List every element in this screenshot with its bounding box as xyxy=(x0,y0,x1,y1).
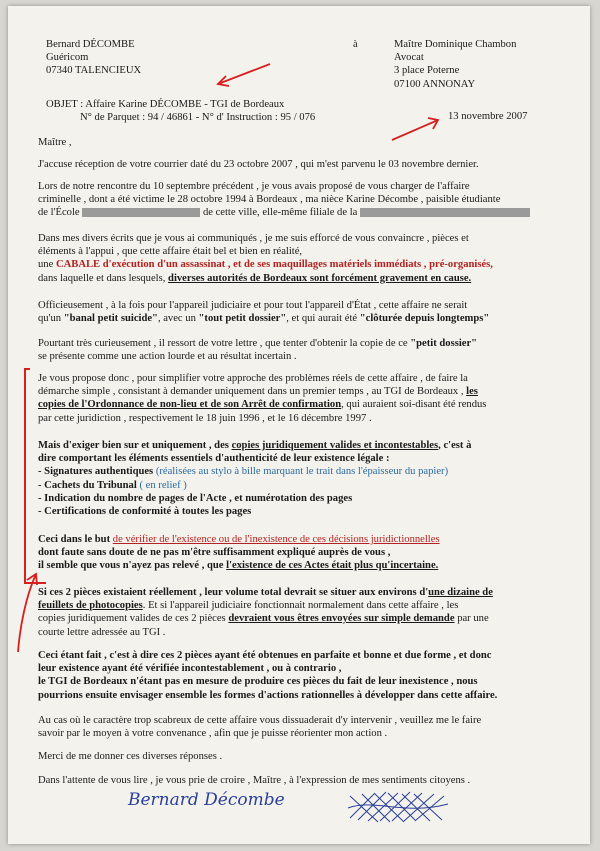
text-line xyxy=(38,272,578,285)
text-span: les xyxy=(466,386,478,398)
text-line: dire comportant les éléments essentiels d'authenticité de leur existence légale : xyxy=(38,453,390,465)
recipient-name: Maître Dominique Chambon xyxy=(394,39,517,50)
text-span: copies de l'Ordonnance de non-lieu et de son Arrêt de confirmation xyxy=(38,399,342,411)
text-line xyxy=(38,599,578,612)
redaction-bar xyxy=(360,208,530,217)
text-line: éléments à l'appui , que cette affaire était bel et bien en réalité, xyxy=(38,246,303,258)
text-span: , et qui aurait été xyxy=(286,313,358,325)
text-line xyxy=(38,559,578,572)
paragraph xyxy=(38,232,578,285)
text-span: , c'est à xyxy=(438,440,472,451)
text-span: , qui auraient soi-disant été rendus xyxy=(341,399,487,411)
text-span: . Et si l'appareil judiciaire fonctionnait normalement dans cette affaire , les xyxy=(142,600,459,612)
text-span: copies juridiquement valides et incontestables xyxy=(231,440,439,451)
text-line xyxy=(38,258,578,271)
subject-reference: N° de Parquet : 94 / 46861 - N° d' Instruction : 95 / 076 xyxy=(80,112,316,124)
list-item: - Certifications de conformité à toutes les pages xyxy=(38,506,252,518)
recipient-block xyxy=(394,38,516,91)
text-line: dont faute sans doute de ne pas m'être suffisamment expliqué auprès de vous , xyxy=(38,547,391,559)
text-line xyxy=(38,385,578,398)
text-line: Ceci étant fait , c'est à dire ces 2 pièces ayant été obtenues en parfaite et bonne et due forme , et donc xyxy=(38,650,492,661)
text-line: savoir par le moyen à votre convenance , afin que je puisse réorienter mon action . xyxy=(38,728,388,740)
sender-line: 07340 TALENCIEUX xyxy=(46,65,142,77)
text-line xyxy=(38,312,578,325)
sender-line: Guéricom xyxy=(46,52,89,64)
text-span: (réalisées au stylo à bille marquant le trait dans l'épaisseur du papier) xyxy=(155,466,449,478)
subject-line: OBJET : Affaire Karine DÉCOMBE - TGI de Bordeaux xyxy=(46,99,285,110)
recipient-line: 07100 ANNONAY xyxy=(394,78,476,90)
text-span: de cette ville, elle-même filiale de la xyxy=(202,207,358,219)
subject-block xyxy=(46,98,315,124)
letter-date: 13 novembre 2007 xyxy=(448,111,528,122)
sender-block xyxy=(46,38,141,78)
salutation: Maître , xyxy=(38,137,72,148)
text-span: , avec un xyxy=(157,313,196,325)
scribble-signature-icon xyxy=(344,788,454,826)
paragraph xyxy=(38,337,578,363)
text-span: qu'un xyxy=(38,313,62,325)
paragraph xyxy=(38,372,578,425)
paragraph xyxy=(38,180,578,220)
list-item: - Indication du nombre de pages de l'Acte , et numérotation des pages xyxy=(38,492,353,504)
text-span: CABALE d'exécution d'un assassinat , et de ses maquillages matériels immédiats , pré-organisés, xyxy=(55,259,493,271)
text-line: courte lettre adressée au TGI . xyxy=(38,626,166,638)
text-line: Lors de notre rencontre du 10 septembre précédent , je vous avais proposé de vous charger de l'affaire xyxy=(38,181,470,192)
redaction-bar xyxy=(82,208,200,217)
text-span: Ceci dans le but xyxy=(38,534,111,545)
red-arrow-icon xyxy=(208,56,278,96)
text-line: criminelle , dont a été victime le 28 octobre 1994 à Bordeaux , ma nièce Karine Décombe , paisible étudiante xyxy=(38,194,501,206)
paragraph xyxy=(38,439,578,518)
text-line: par cette juridiction , respectivement le 18 juin 1996 , et le 16 décembre 1997 . xyxy=(38,412,372,424)
text-line xyxy=(38,206,578,219)
text-span: devraient vous êtres envoyées sur simple demande xyxy=(228,613,455,625)
text-span: ( en relief ) xyxy=(139,479,187,491)
paragraph: Dans l'attente de vous lire , je vous prie de croire , Maître , à l'expression de mes sentiments citoyens . xyxy=(38,775,471,786)
text-line xyxy=(38,337,578,350)
paragraph: J'accuse réception de votre courrier daté du 23 octobre 2007 , qui m'est parvenu le 03 novembre dernier. xyxy=(38,159,479,170)
text-span: démarche simple , consistant à demander uniquement dans un premier temps , au TGI de Bordeaux , xyxy=(38,386,464,398)
text-line: Officieusement , à la fois pour l'appareil judiciaire et pour tout l'appareil d'État , cette affaire ne serait xyxy=(38,300,468,311)
paragraph xyxy=(38,586,578,639)
text-span: dans laquelle et dans lesquels, xyxy=(38,272,166,284)
red-frame-marker xyxy=(24,368,30,584)
text-span: une xyxy=(38,259,54,271)
text-span: par une xyxy=(457,613,489,625)
text-span: "tout petit dossier" xyxy=(198,313,287,325)
text-line xyxy=(38,439,578,452)
paragraph xyxy=(38,533,578,573)
to-word: à xyxy=(353,39,358,50)
red-frame-marker xyxy=(24,582,46,584)
text-line xyxy=(38,586,578,599)
list-item xyxy=(38,479,578,492)
text-line: pourrions ensuite envisager ensemble les formes d'actions rationnelles à développer dans cette affaire. xyxy=(38,689,498,701)
text-span: de vérifier de l'existence ou de l'inexistence de ces décisions juridictionnelles xyxy=(112,534,440,545)
text-line: se présente comme une action lourde et au résultat incertain . xyxy=(38,351,297,363)
text-span: "banal petit suicide" xyxy=(63,313,158,325)
text-span: il semble que vous n'ayez pas relevé , que xyxy=(38,560,224,572)
text-line: leur existence ayant été vérifiée incontestablement , ou à contrario , xyxy=(38,663,342,675)
text-span: l'existence de ces Actes était plus qu'incertaine. xyxy=(226,560,439,572)
text-line xyxy=(38,533,578,546)
list-item xyxy=(38,465,578,478)
paragraph xyxy=(38,299,578,325)
paragraph xyxy=(38,649,578,702)
text-span: "petit dossier" xyxy=(410,338,478,349)
text-span: Pourtant très curieusement , il ressort de votre lettre , que tenter d'obtenir la copie de ce xyxy=(38,338,408,349)
sender-name: Bernard DÉCOMBE xyxy=(46,39,135,50)
text-line: Je vous propose donc , pour simplifier votre approche des problèmes réels de cette affaire , de faire la xyxy=(38,373,468,384)
text-span: une dizaine de xyxy=(428,587,493,598)
text-line xyxy=(38,612,578,625)
text-line xyxy=(38,398,578,411)
recipient-line: 3 place Poterne xyxy=(394,65,460,77)
handwritten-signature: Bernard Décombe xyxy=(128,790,285,810)
text-line: le TGI de Bordeaux n'étant pas en mesure de produire ces pièces du fait de leur inexistence , nous xyxy=(38,676,478,688)
text-span: Si ces 2 pièces existaient réellement , leur volume total devrait se situer aux environs d' xyxy=(38,587,429,598)
text-span: feuillets de photocopies xyxy=(38,600,143,612)
text-span: diverses autorités de Bordeaux sont forcément gravement en cause. xyxy=(168,272,472,284)
letter-page xyxy=(8,6,590,844)
text-span: - Signatures authentiques xyxy=(38,466,154,478)
paragraph xyxy=(38,714,578,740)
recipient-line: Avocat xyxy=(394,52,424,64)
text-line: Dans mes divers écrits que je vous ai communiqués , je me suis efforcé de vous convaincre , pièces et xyxy=(38,233,469,244)
paragraph: Merci de me donner ces diverses réponses . xyxy=(38,751,223,762)
text-span: "clôturée depuis longtemps" xyxy=(359,313,490,325)
text-span: de l'École xyxy=(38,207,80,219)
text-span: - Cachets du Tribunal xyxy=(38,479,137,491)
text-span: Mais d'exiger bien sur et uniquement , des xyxy=(38,440,229,451)
text-line: Au cas où le caractère trop scabreux de cette affaire vous dissuaderait d'y intervenir , veuillez me le faire xyxy=(38,715,482,726)
text-span: copies juridiquement valides de ces 2 pièces xyxy=(38,613,226,625)
